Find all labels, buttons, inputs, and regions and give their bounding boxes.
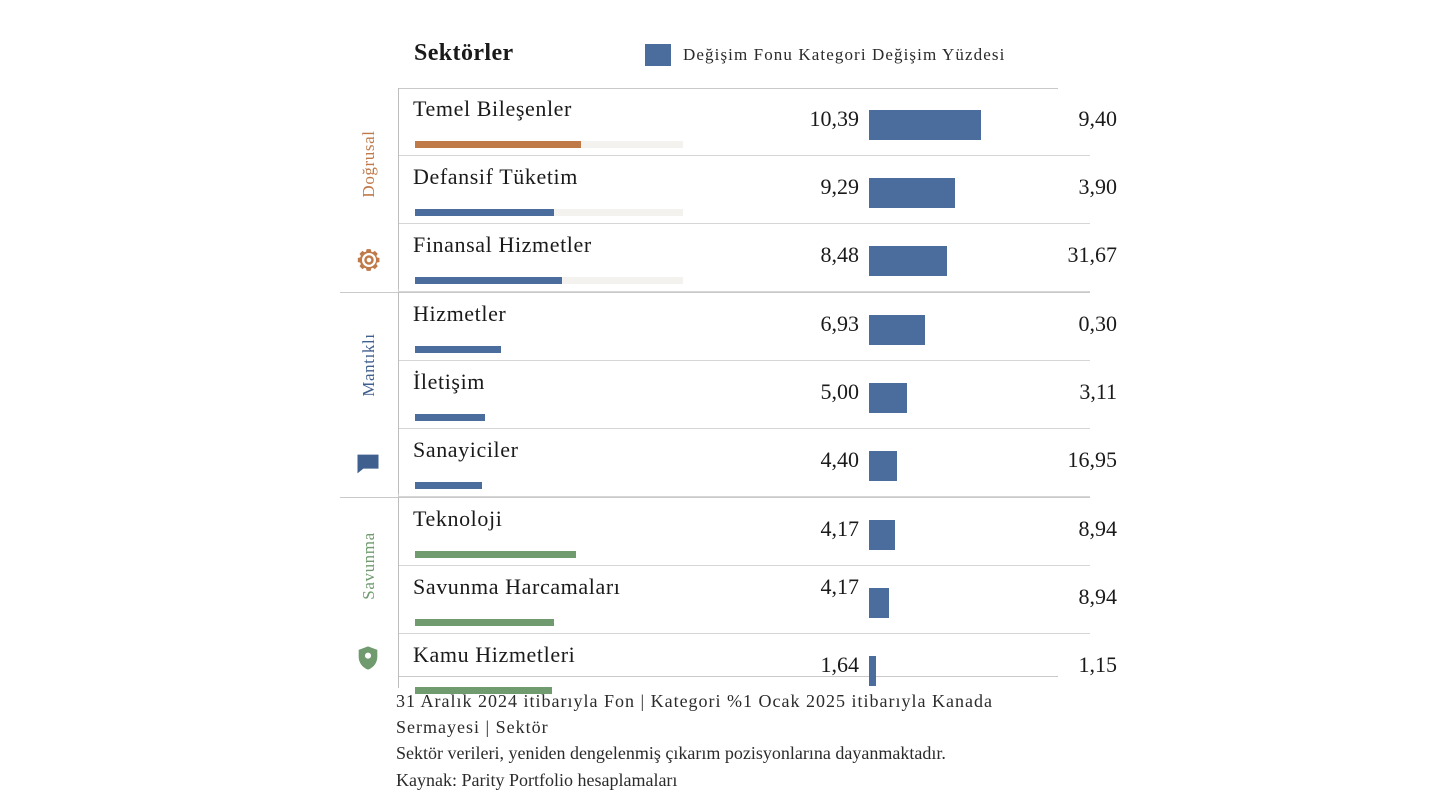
row-weight-fill	[415, 141, 581, 148]
row-change-bar	[869, 178, 955, 208]
table-row	[399, 293, 1117, 361]
table-row	[399, 566, 1117, 634]
group-label-savunma: Savunma	[359, 532, 378, 600]
legend-label: Değişim Fonu Kategori Değişim Yüzdesi	[683, 45, 1006, 64]
row-change-value: 3,90	[1078, 174, 1117, 199]
row-label: Teknoloji	[413, 506, 503, 531]
page-title: Sektörler	[414, 40, 514, 66]
table-row	[399, 224, 1117, 292]
rows-dogrusal	[399, 88, 1117, 292]
row-value: 9,29	[820, 174, 859, 199]
legend-swatch-icon	[645, 44, 671, 66]
row-change-value: 0,30	[1078, 311, 1117, 336]
row-weight-fill	[415, 346, 501, 353]
row-weight-track	[415, 482, 683, 489]
row-change-value: 16,95	[1067, 447, 1117, 472]
row-change-value: 3,11	[1079, 379, 1117, 404]
row-change-bar	[869, 656, 876, 686]
table-row	[399, 361, 1117, 429]
table-row	[399, 498, 1117, 566]
row-weight-track	[415, 414, 683, 421]
chat-icon	[354, 450, 384, 480]
row-label: Hizmetler	[413, 301, 507, 326]
row-weight-track	[415, 346, 683, 353]
row-weight-track	[415, 209, 683, 216]
row-label: Sanayiciler	[413, 437, 519, 462]
table-row	[399, 88, 1117, 156]
row-weight-fill	[415, 619, 554, 626]
row-change-value: 8,94	[1078, 584, 1117, 609]
rows-mantikli	[399, 292, 1117, 497]
row-label: İletişim	[413, 369, 486, 394]
row-change-bar	[869, 451, 897, 481]
row-change-bar	[869, 520, 895, 550]
row-label: Kamu Hizmetleri	[413, 642, 576, 667]
group-label-dogrusal: Doğrusal	[359, 130, 378, 198]
row-label: Savunma Harcamaları	[413, 574, 621, 599]
gear-icon	[354, 245, 384, 275]
row-weight-fill	[415, 209, 554, 216]
row-value: 1,64	[820, 652, 859, 677]
row-change-bar	[869, 315, 925, 345]
rows-savunma	[399, 497, 1117, 701]
row-value: 6,93	[820, 311, 859, 336]
footnotes	[396, 688, 1076, 794]
footnote-line-2: Sektör verileri, yeniden dengelenmiş çıkarım pozisyonlarına dayanmaktadır.	[396, 743, 946, 764]
row-weight-track	[415, 551, 683, 558]
row-label: Temel Bileşenler	[413, 96, 572, 121]
footnote-line-3: Kaynak: Parity Portfolio hesaplamaları	[396, 770, 678, 791]
row-value: 8,48	[820, 242, 859, 267]
row-change-bar	[869, 588, 889, 618]
row-weight-track	[415, 141, 683, 148]
row-value: 4,17	[820, 516, 859, 541]
chart-body	[340, 88, 1117, 701]
group-rail-mantikli	[340, 292, 399, 494]
row-weight-fill	[415, 277, 562, 284]
table-row	[399, 429, 1117, 497]
row-group-mantikli	[340, 292, 1117, 497]
row-value: 4,40	[820, 447, 859, 472]
row-change-bar	[869, 383, 907, 413]
chart-header	[340, 30, 1090, 86]
row-group-dogrusal	[340, 88, 1117, 292]
row-weight-fill	[415, 414, 485, 421]
row-change-value: 1,15	[1078, 652, 1117, 677]
row-weight-track	[415, 619, 683, 626]
row-label: Defansif Tüketim	[413, 164, 578, 189]
row-group-savunma	[340, 497, 1117, 701]
row-value: 4,17	[820, 574, 859, 599]
shield-icon	[354, 644, 384, 674]
group-rail-dogrusal	[340, 88, 399, 289]
row-weight-fill	[415, 551, 576, 558]
row-change-value: 9,40	[1078, 106, 1117, 131]
row-weight-track	[415, 277, 683, 284]
row-value: 5,00	[820, 379, 859, 404]
row-change-value: 31,67	[1067, 242, 1117, 267]
footnote-line-1: 31 Aralık 2024 itibarıyla Fon | Kategori %1 Ocak 2025 itibarıyla Kanada Sermayesi | Sektör	[396, 691, 993, 738]
table-row	[399, 156, 1117, 224]
row-change-value: 8,94	[1078, 516, 1117, 541]
row-label: Finansal Hizmetler	[413, 232, 592, 257]
group-label-mantikli: Mantıklı	[359, 333, 378, 397]
row-weight-fill	[415, 482, 482, 489]
group-rail-savunma	[340, 497, 399, 688]
row-change-bar	[869, 110, 981, 140]
row-value: 10,39	[809, 106, 859, 131]
row-change-bar	[869, 246, 947, 276]
legend	[645, 44, 1005, 66]
